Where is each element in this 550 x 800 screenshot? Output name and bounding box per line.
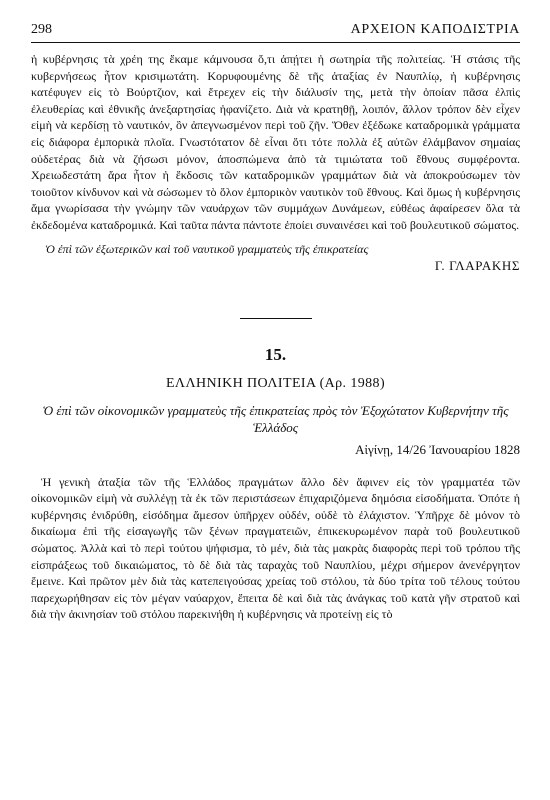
body-paragraph: ἡ κυβέρνησις τὰ χρέη της ἔκαμε κάμνουσα ὅ,τι ἀπῄτει ἡ σωτηρία τῆς πολιτείας. Ἡ στάσις τῆς κυβερνήσεως ἦτον κρισιμωτάτη. Κορυφουμένης δὲ τῆς ἀταξίας ἐν Ναυπλίῳ, ἡ κυβέρνησις κατέφυγεν εἰς τὸ Βούρτζιον, καὶ ἔτρεχεν εἰς τὴν διάλυσίν της, μετὰ τὴν ὁποίαν πᾶσα ἐλπὶς ἐλευθερίας καὶ ἐθνικῆς ἀνεξαρτησίας ἠφανίζετο. Διὰ νὰ κρατηθῇ, λοιπόν, ἄλλον τρόπον δὲν εἶχεν εἰμὴ νὰ κερδίσῃ τὸ ναυτικόν, ὃν ἀπεγνωσμένον περὶ τοῦ ζῆν. Ὅθεν ἐξέδωκε καταδρομικὰ γράμματα εἰς διάφορα ἐμπορικὰ πλοῖα. Γνωστότατον δὲ εἶναι ὅτι τότε πολλὰ ἐξ αὐτῶν ἐλάμβανον σημαίας οὐδετέρας διὰ νὰ ζήσωσι μόνον, ἀποσπώμενα ἀπὸ τὰ τιμιώτατα τοῦ ἔθνους συμφέροντα. Χρειωδεστάτη ἄρα ἦτον ἡ ἔκδοσις τῶν καταδρομικῶν γραμμάτων διὰ νὰ ἀποκρούσωμεν τὸν τοιοῦτον κίνδυνον καὶ νὰ σώσωμεν τὸ ὅλον ἐμπορικὸν ναυτικὸν τοῦ ἔθνους. Καὶ ὅμως ἡ κυβέρνησις ἅμα γνωρίσασα τὴν γνώμην τῶν ναυάρχων τῶν συμμάχων Δυνάμεων, εὐθέως ἀφαίρεσεν ὅλα τὰ ἐκδεδομένα καταδρομικά. Καὶ ταῦτα πάντα πάντοτε ἐποίει συναινέσει καὶ τοῦ βουλευτικοῦ σώματος.	[31, 52, 520, 232]
page-header	[31, 0, 520, 43]
running-title: ΑΡΧΕΙΟΝ ΚΑΠΟΔΙΣΤΡΙΑ	[350, 22, 520, 37]
document-title: ΕΛΛΗΝΙΚΗ ΠΟΛΙΤΕΙΑ (Αρ. 1988)	[165, 375, 386, 391]
preceding-document-body	[31, 51, 520, 234]
body-paragraph: Ἡ γενικὴ ἀταξία τῶν τῆς Ἑλλάδος πραγμάτων ἄλλο δὲν ἄφινεν εἰς τὸν γραμματέα τῶν οἰκονομικῶν εἰμὴ νὰ συλλέγῃ τὰ ἐκ τῶν περιστάσεων ἐπιχαριζόμενα δημόσια εἰσοδήματα. Ὁπότε ἡ κυβέρνησις ἐνιδρύθη, εἰσόδημα ἄμεσον ὑπῆρχεν οὐδέν, οὐδὲ τὸ ἐλάχιστον. Ὑπῆρχε δὲ μόνον τὸ δικαίωμα ἐπὶ τῆς εἰσαγωγῆς τῶν ξένων πραγματειῶν, ἐπικεκυρωμένον παρὰ τοῦ βουλευτικοῦ σώματος. Ἀλλὰ καὶ τὸ περὶ τούτου ψήφισμα, τὸ μέν, διὰ τὰς μακρὰς διαφορὰς περὶ τοῦ τρόπου τῆς εἰσπράξεως τοῦ δικαιώματος, τὸ δὲ διὰ τὰς ταραχὰς τοῦ Ναυπλίου, μέχρι σήμερον ἀνενέργητον ἔμεινε. Καὶ πρῶτον μὲν διὰ τὰς κατεπειγούσας χρείας τοῦ στόλου, τὰ δύο τρίτα τοῦ τέλους τούτου παρεχωρήθησαν εἰς τὸν μέγαν ναύαρχον, ἔπειτα δὲ καὶ διὰ τὰς ἀνάγκας τοῦ κατὰ γῆν στρατοῦ καὶ διὰ τὴν ἀκινησίαν τοῦ στόλου παρεκινήθη ἡ κυβέρνησις νὰ προτείνῃ εἰς τὸ	[31, 474, 520, 622]
page-number: 298	[31, 22, 52, 37]
document-body	[31, 474, 520, 623]
signature-title: Ὁ ἐπὶ τῶν ἐξωτερικῶν καὶ τοῦ ναυτικοῦ γραμματεὺς τῆς ἐπικρατείας	[45, 241, 369, 256]
section-divider	[240, 318, 312, 319]
document-dateline: Αἰγίνῃ, 14/26 Ἰανουαρίου 1828	[355, 441, 520, 457]
document-addressee: Ὁ ἐπὶ τῶν οἰκονομικῶν γραμματεὺς τῆς ἐπικρατείας πρὸς τὸν Ἐξοχώτατον Κυβερνήτην τῆς Ἑλλάδος	[42, 402, 509, 435]
signature-name: Γ. ΓΛΑΡΑΚΗΣ	[434, 257, 520, 273]
document-number: 15.	[264, 344, 287, 364]
